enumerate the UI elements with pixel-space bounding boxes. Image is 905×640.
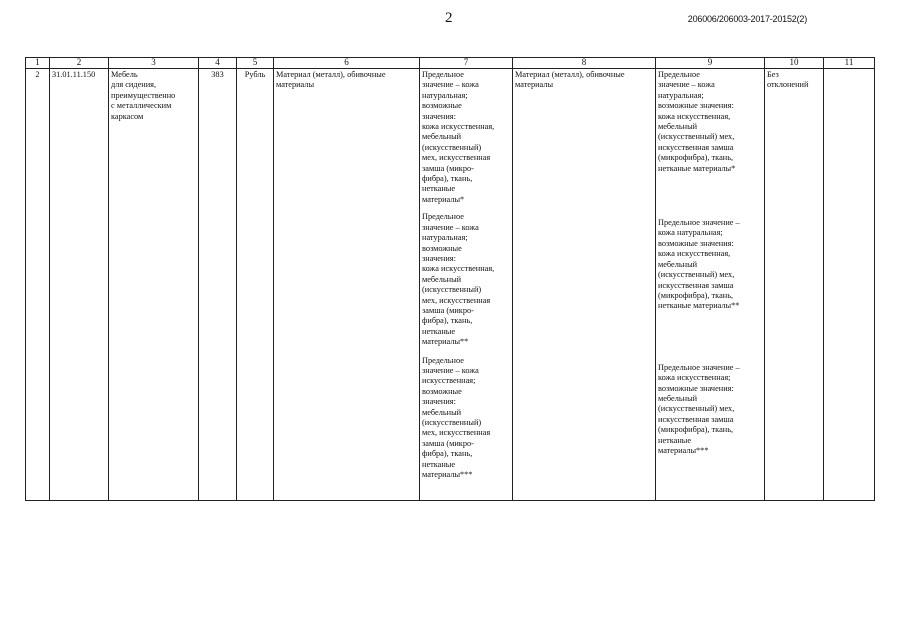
item-name-cell: Мебель для сидения, преимущественно с металлическим каркасом <box>109 69 199 501</box>
okpd-code-cell: 31.01.11.150 <box>50 69 109 501</box>
value-block: Предельное значение – кожа искусственная; возможные значения: мебельный (искусственный) мех, искусственная замша (микрофибра), ткань, нетканые материалы*** <box>658 362 740 455</box>
value-block: Предельное значение – кожа натуральная; возможные значения: кожа искусственная, мебельный (искусственный) мех, искусственная замша (микрофибра), ткань, нетканые материалы** <box>658 218 740 311</box>
column-number: 3 <box>109 58 199 69</box>
values-cell-col9 <box>656 69 765 501</box>
document-id: 206006/206003-2017-20152(2) <box>687 14 807 24</box>
column-number: 11 <box>824 58 875 69</box>
value-block: Предельное значение – кожа натуральная; возможные значения: кожа искусственная, мебельный (искусственный) мех, искусственная замша (микрофибра), ткань, нетканые материалы* <box>658 70 736 173</box>
page-number: 2 <box>445 10 453 26</box>
column-number: 4 <box>199 58 237 69</box>
column-number: 2 <box>50 58 109 69</box>
value-block: Предельное значение – кожа натуральная; возможные значения: кожа искусственная, мебельный (искусственный) мех, искусственная замша (микро- фибра), ткань, нетканые материалы** <box>422 212 495 347</box>
values-cell-col7 <box>420 69 513 501</box>
column-number: 6 <box>274 58 420 69</box>
column-number: 8 <box>513 58 656 69</box>
empty-cell-col11 <box>824 69 875 501</box>
column-number: 7 <box>420 58 513 69</box>
value-block: Предельное значение – кожа искусственная; возможные значения: мебельный (искусственный) мех, искусственная замша (микро- фибра), ткань, нетканые материалы*** <box>422 355 491 480</box>
characteristic-cell-col8: Материал (металл), обивочные материалы <box>513 69 656 501</box>
column-number: 9 <box>656 58 765 69</box>
requirements-table <box>25 57 875 501</box>
unit-cell: Рубль <box>237 69 274 501</box>
deviation-cell: Без отклонений <box>765 69 824 501</box>
column-number: 5 <box>237 58 274 69</box>
value-block: Предельное значение – кожа натуральная; возможные значения: кожа искусственная, мебельный (искусственный) мех, искусственная замша (микро- фибра), ткань, нетканые материалы* <box>422 70 495 204</box>
table-row <box>26 69 875 501</box>
okei-code-cell: 383 <box>199 69 237 501</box>
row-number-cell: 2 <box>26 69 50 501</box>
characteristic-cell: Материал (металл), обивочные материалы <box>274 69 420 501</box>
column-number-row <box>26 58 875 69</box>
column-number: 10 <box>765 58 824 69</box>
column-number: 1 <box>26 58 50 69</box>
